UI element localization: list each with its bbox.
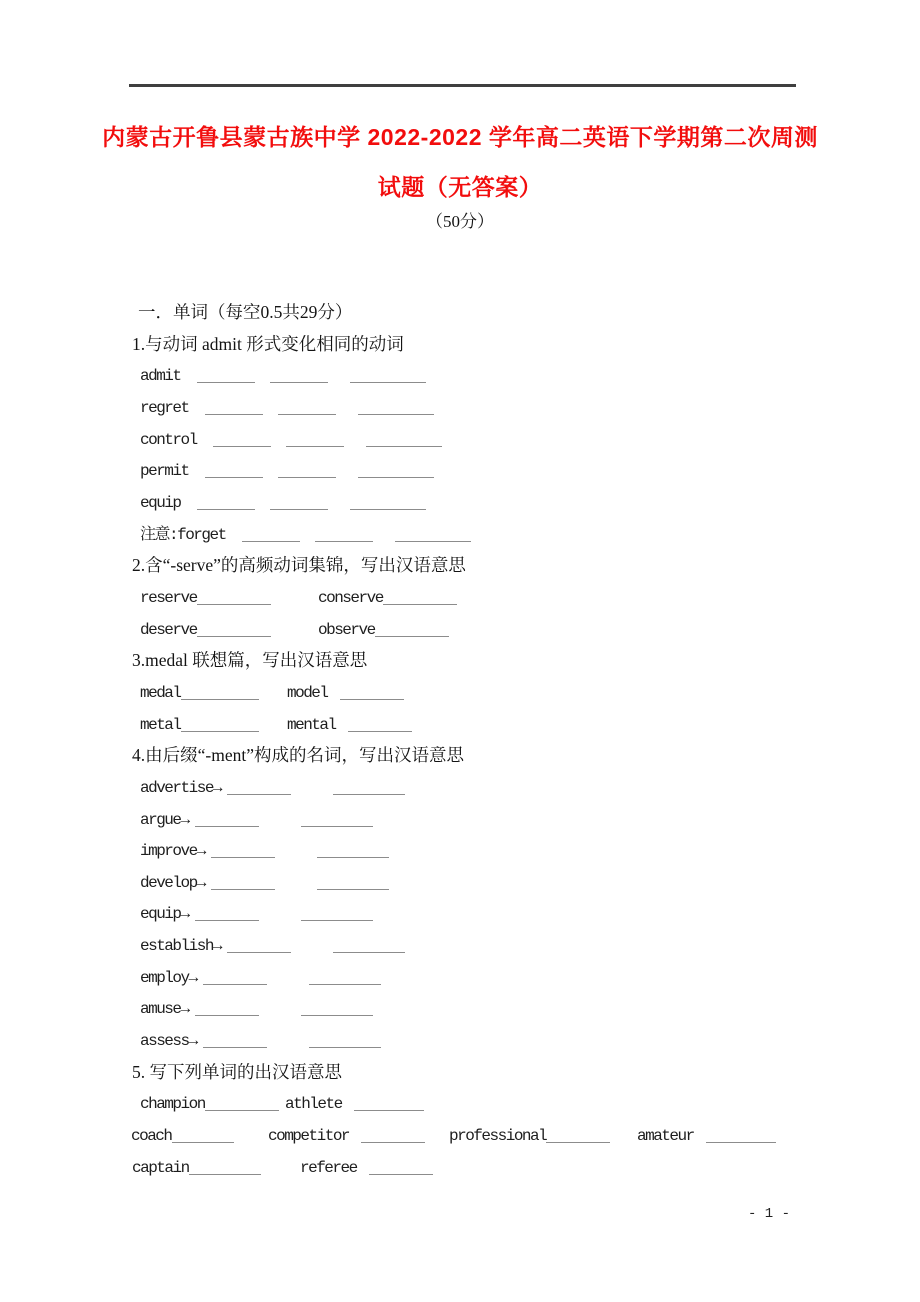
- word-label: amateur: [637, 1127, 694, 1146]
- word-arrow-label: establish→: [140, 937, 222, 956]
- answer-blank: [350, 368, 426, 383]
- word-arrow-label: develop→: [140, 873, 205, 892]
- answer-blank: [181, 685, 259, 700]
- word-label: coach: [131, 1127, 172, 1146]
- word-label: competitor: [268, 1127, 350, 1146]
- word-arrow-label: advertise→: [140, 778, 222, 797]
- word-cell: [131, 1120, 268, 1153]
- answer-blank: [195, 812, 259, 827]
- word-row: [130, 424, 820, 456]
- answer-blank: [309, 970, 381, 985]
- answer-blank: [301, 906, 373, 921]
- word-label: regret: [140, 398, 189, 417]
- answer-blank: [205, 463, 263, 478]
- score-note: （50分）: [426, 212, 494, 231]
- word-cell: [637, 1120, 776, 1153]
- word-cell: [449, 1120, 637, 1153]
- word-arrow-label: amuse→: [140, 1000, 189, 1019]
- word-cell: [140, 1088, 285, 1121]
- word-row: [130, 898, 820, 930]
- word-label: captain: [132, 1158, 189, 1177]
- word-label: champion: [140, 1095, 205, 1114]
- word-label: admit: [140, 367, 181, 386]
- word-label: metal: [140, 715, 181, 734]
- answer-blank: [309, 1033, 381, 1048]
- answer-blank: [354, 1096, 424, 1111]
- answer-blank: [301, 812, 373, 827]
- word-arrow-label: argue→: [140, 810, 189, 829]
- answer-blank: [213, 432, 271, 447]
- word-label: mental: [287, 715, 336, 734]
- answer-blank: [197, 368, 255, 383]
- answer-blank: [278, 463, 336, 478]
- answer-blank: [340, 685, 404, 700]
- word-cell: [287, 677, 404, 710]
- answer-blank: [706, 1128, 776, 1143]
- answer-blank: [197, 590, 271, 605]
- word-cell: [300, 1152, 433, 1185]
- word-cell: [140, 614, 318, 647]
- word-cell: [140, 677, 287, 710]
- word-row: [130, 1152, 820, 1184]
- word-label: professional: [449, 1127, 547, 1146]
- word-cell: [318, 582, 457, 615]
- answer-blank: [333, 780, 405, 795]
- answer-blank: [395, 527, 471, 542]
- answer-blank: [278, 400, 336, 415]
- answer-blank: [197, 495, 255, 510]
- answer-blank: [211, 843, 275, 858]
- page-number: - 1 -: [747, 1206, 790, 1222]
- word-label: referee: [300, 1158, 357, 1177]
- word-row: [130, 392, 820, 424]
- word-row: [130, 455, 820, 487]
- word-row: [130, 1120, 820, 1152]
- header-rule: [129, 84, 796, 87]
- answer-blank: [315, 527, 373, 542]
- answer-blank: [195, 906, 259, 921]
- word-row: [130, 1088, 820, 1120]
- word-label: conserve: [318, 588, 383, 607]
- answer-blank: [333, 938, 405, 953]
- answer-blank: [195, 1001, 259, 1016]
- word-cell: [268, 1120, 449, 1153]
- word-label: medal: [140, 683, 181, 702]
- word-cell: [318, 614, 449, 647]
- word-row: [130, 709, 820, 741]
- word-arrow-label: equip→: [140, 905, 189, 924]
- word-row: [130, 835, 820, 867]
- word-label: deserve: [140, 620, 197, 639]
- answer-blank: [203, 1033, 267, 1048]
- answer-blank: [181, 717, 259, 732]
- word-row: [130, 677, 820, 709]
- word-cell: [287, 709, 412, 742]
- word-cell: [285, 1088, 424, 1121]
- word-label: observe: [318, 620, 375, 639]
- word-row: [130, 804, 820, 836]
- word-arrow-label: employ→: [140, 968, 197, 987]
- document-header: [0, 122, 920, 234]
- answer-blank: [366, 432, 442, 447]
- answer-blank: [546, 1128, 610, 1143]
- word-cell: [132, 1152, 300, 1185]
- q3-heading: 3.medal 联想篇，写出汉语意思: [132, 650, 368, 671]
- word-row: [130, 867, 820, 899]
- word-label: equip: [140, 493, 181, 512]
- answer-blank: [383, 590, 457, 605]
- word-row: [130, 962, 820, 994]
- answer-blank: [189, 1160, 261, 1175]
- answer-blank: [369, 1160, 433, 1175]
- answer-blank: [286, 432, 344, 447]
- q5-heading: 5. 写下列单词的出汉语意思: [132, 1061, 342, 1082]
- answer-blank: [205, 1096, 279, 1111]
- answer-blank: [350, 495, 426, 510]
- word-label: 注意:forget: [140, 525, 226, 544]
- answer-blank: [172, 1128, 234, 1143]
- answer-blank: [301, 1001, 373, 1016]
- answer-blank: [317, 875, 389, 890]
- q2-heading: 2.含“-serve”的高频动词集锦，写出汉语意思: [132, 555, 466, 576]
- word-label: reserve: [140, 588, 197, 607]
- word-row: [130, 360, 820, 392]
- word-label: model: [287, 683, 328, 702]
- document-title-line2: 试题（无答案）: [377, 174, 543, 200]
- answer-blank: [270, 368, 328, 383]
- word-arrow-label: improve→: [140, 842, 205, 861]
- answer-blank: [375, 622, 449, 637]
- document-title-line1: 内蒙古开鲁县蒙古族中学 2022-2022 学年高二英语下学期第二次周测: [102, 124, 818, 150]
- word-row: [130, 614, 820, 646]
- answer-blank: [270, 495, 328, 510]
- word-row: [130, 930, 820, 962]
- answer-blank: [203, 970, 267, 985]
- word-cell: [140, 582, 318, 615]
- q1-heading: 1.与动词 admit 形式变化相同的动词: [132, 333, 404, 354]
- word-row: [130, 582, 820, 614]
- word-label: athlete: [285, 1095, 342, 1114]
- word-label: permit: [140, 462, 189, 481]
- word-row: [130, 519, 820, 551]
- answer-blank: [358, 463, 434, 478]
- section-one-heading: 一．单词（每空0.5共29分）: [138, 302, 353, 322]
- q4-heading: 4.由后缀“-ment”构成的名词，写出汉语意思: [132, 745, 464, 766]
- answer-blank: [227, 938, 291, 953]
- word-cell: [140, 709, 287, 742]
- answer-blank: [361, 1128, 425, 1143]
- answer-blank: [197, 622, 271, 637]
- answer-blank: [358, 400, 434, 415]
- word-row: [130, 993, 820, 1025]
- word-label: control: [140, 430, 197, 449]
- answer-blank: [227, 780, 291, 795]
- answer-blank: [211, 875, 275, 890]
- word-row: [130, 772, 820, 804]
- word-row: [130, 487, 820, 519]
- exam-body: [130, 297, 820, 1183]
- answer-blank: [348, 717, 412, 732]
- answer-blank: [205, 400, 263, 415]
- answer-blank: [317, 843, 389, 858]
- answer-blank: [242, 527, 300, 542]
- word-row: [130, 1025, 820, 1057]
- word-arrow-label: assess→: [140, 1032, 197, 1051]
